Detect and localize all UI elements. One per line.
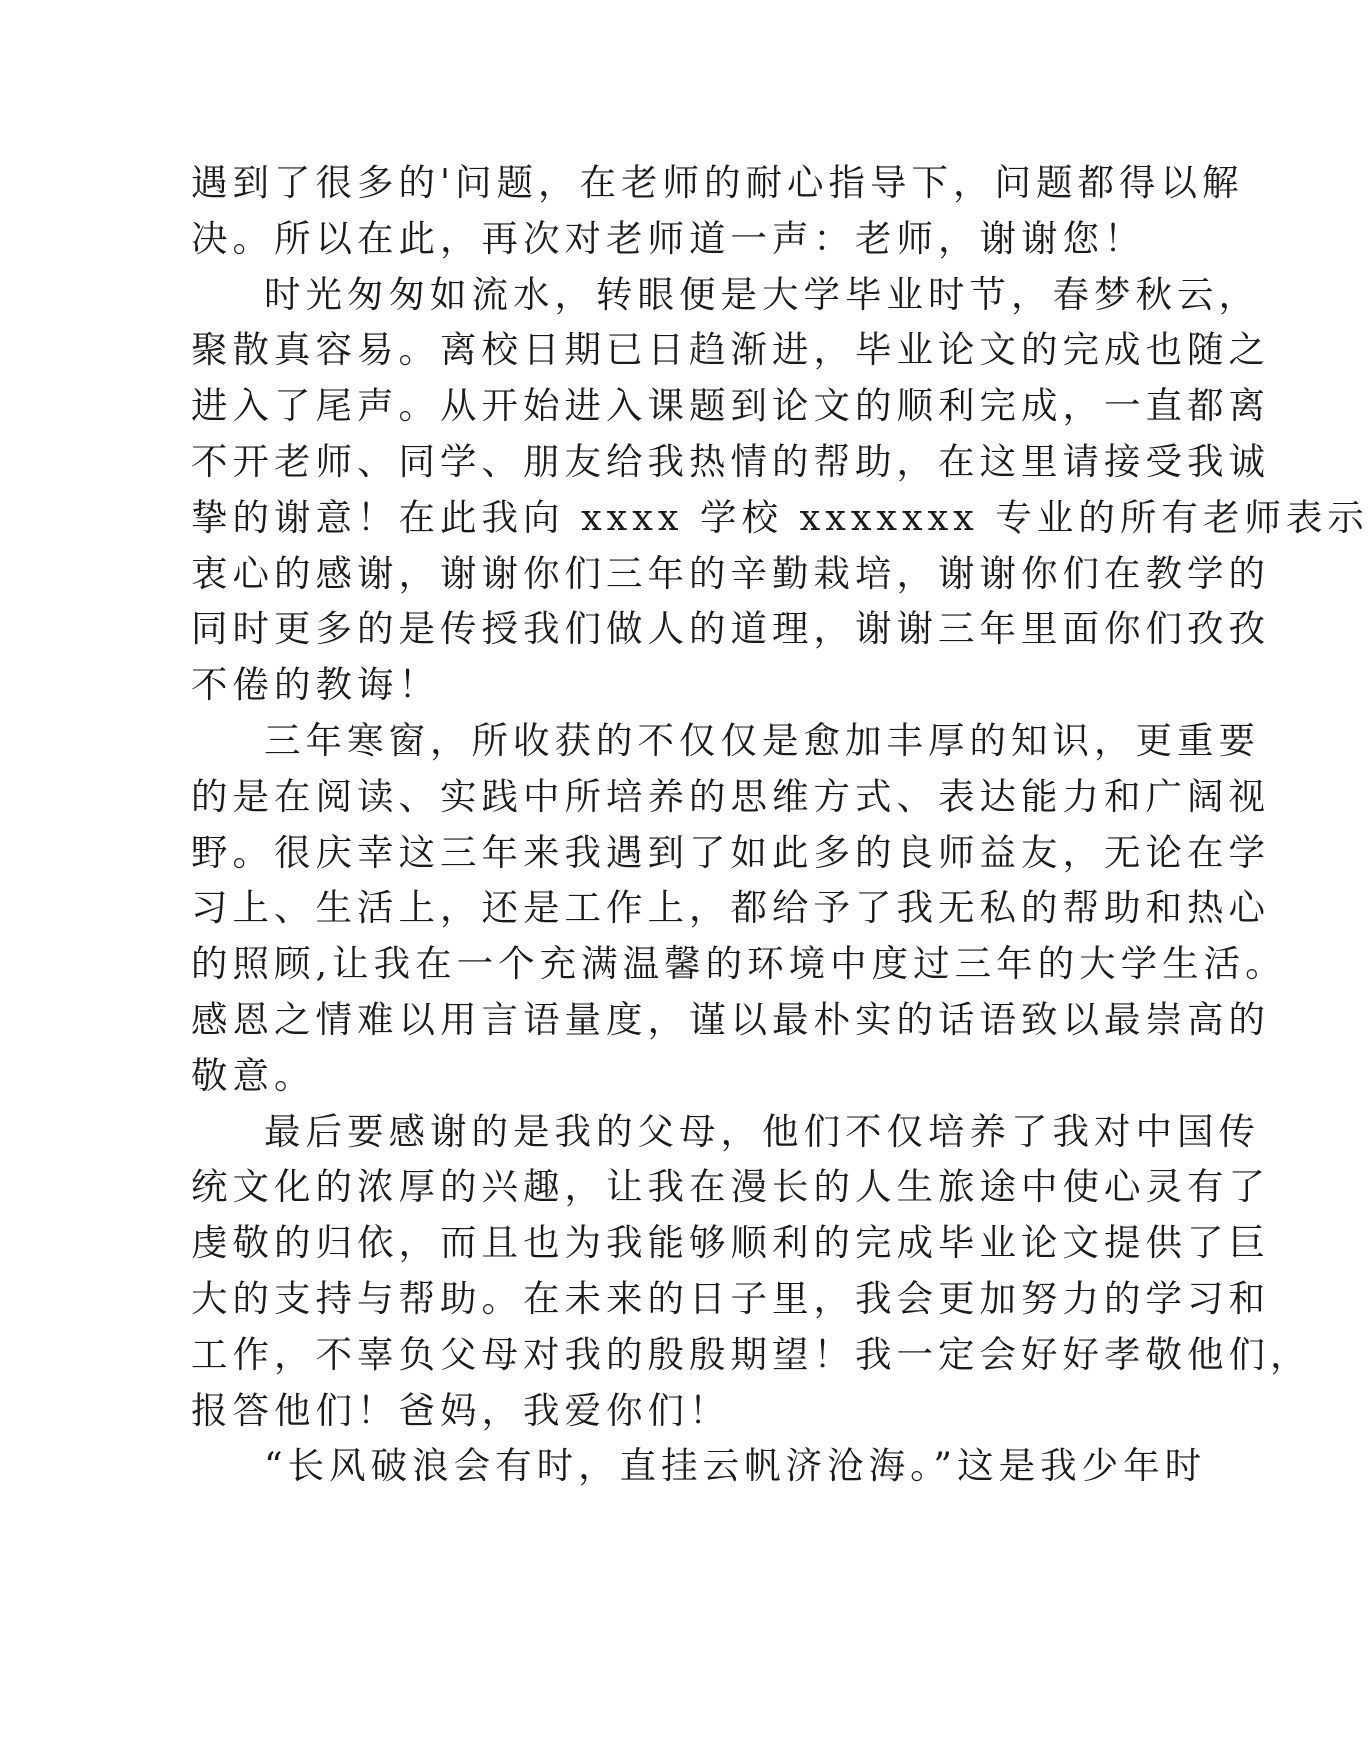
text-line: 虔敬的归依，而且也为我能够顺利的完成毕业论文提供了巨 <box>191 1221 1270 1265</box>
text-line: 决。所以在此，再次对老师道一声：老师，谢谢您！ <box>191 216 1146 260</box>
text-line: 习上、生活上，还是工作上，都给予了我无私的帮助和热心 <box>191 886 1270 930</box>
paragraph-start-line: 三年寒窗，所收获的不仅仅是愈加丰厚的知识，更重要 <box>264 718 1260 762</box>
text-line: 的是在阅读、实践中所培养的思维方式、表达能力和广阔视 <box>191 774 1270 818</box>
paragraph-start-line: 最后要感谢的是我的父母，他们不仅培养了我对中国传 <box>264 1109 1260 1153</box>
document-body <box>191 155 1369 1494</box>
paragraph-start-line: “长风破浪会有时，直挂云帆济沧海。”这是我少年时 <box>264 1444 1207 1488</box>
text-line: 衷心的感谢，谢谢你们三年的辛勤栽培，谢谢你们在教学的 <box>191 551 1270 595</box>
text-line: 的照顾,让我在一个充满温馨的环境中度过三年的大学生活。 <box>191 942 1287 986</box>
text-line: 报答他们！爸妈，我爱你们！ <box>191 1388 731 1432</box>
text-line: 同时更多的是传授我们做人的道理，谢谢三年里面你们孜孜 <box>191 607 1270 651</box>
text-line: 遇到了很多的'问题，在老师的耐心指导下，问题都得以解 <box>191 161 1244 204</box>
text-line: 不倦的教诲！ <box>191 663 440 707</box>
text-line: 敬意。 <box>191 1053 316 1097</box>
text-line: 大的支持与帮助。在未来的日子里，我会更加努力的学习和 <box>191 1276 1270 1320</box>
paragraph-start-line: 时光匆匆如流水，转眼便是大学毕业时节，春梦秋云， <box>264 272 1260 316</box>
text-line: 挚的谢意！在此我向 xxxx 学校 xxxxxxx 专业的所有老师表示 <box>191 495 1369 539</box>
text-line: 野。很庆幸这三年来我遇到了如此多的良师益友，无论在学 <box>191 830 1270 874</box>
text-line: 工作，不辜负父母对我的殷殷期望！我一定会好好孝敬他们， <box>191 1332 1312 1376</box>
text-line: 进入了尾声。从开始进入课题到论文的顺利完成，一直都离 <box>191 384 1270 428</box>
text-line: 感恩之情难以用言语量度，谨以最朴实的话语致以最崇高的 <box>191 997 1270 1041</box>
text-line: 聚散真容易。离校日期已日趋渐进，毕业论文的完成也随之 <box>191 328 1270 372</box>
text-line: 统文化的浓厚的兴趣，让我在漫长的人生旅途中使心灵有了 <box>191 1165 1270 1209</box>
text-line: 不开老师、同学、朋友给我热情的帮助，在这里请接受我诚 <box>191 439 1270 483</box>
